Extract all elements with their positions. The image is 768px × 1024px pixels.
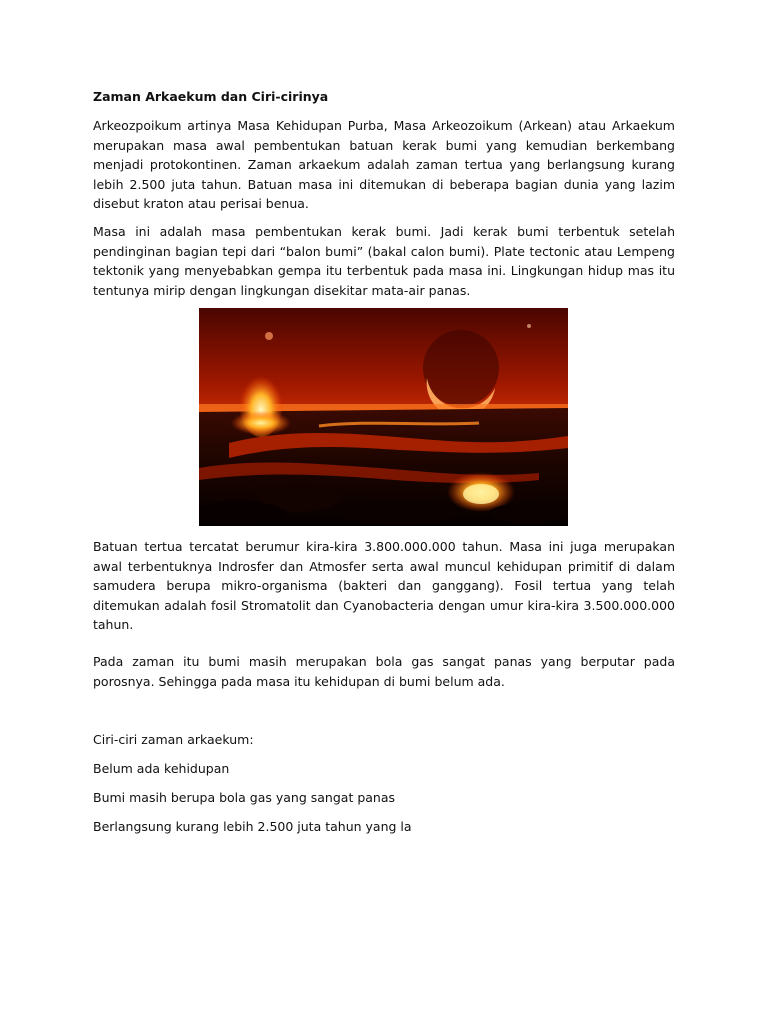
list-item: Berlangsung kurang lebih 2.500 juta tahun yang la <box>93 819 412 834</box>
paragraph-oldest-rocks: Batuan tertua tercatat berumur kira-kira 3.800.000.000 tahun. Masa ini juga merupakan awal terbentuknya Indrosfer dan Atmosfer serta awal muncul kehidupan primitif di dalam samudera berupa mikro-organisma (bakteri dan ganggang). Fosil tertua yang telah ditemukan adalah fosil Stromatolit dan Cyanobacteria dengan umur kira-kira 3.500.000.000 tahun. <box>93 539 675 632</box>
volcanic-landscape-image <box>199 308 568 526</box>
paragraph-intro: Arkeozpoikum artinya Masa Kehidupan Purba, Masa Arkeozoikum (Arkean) atau Arkaekum merupakan masa awal pembentukan batuan kerak bumi yang kemudian berkembang menjadi protokontinen. Zaman arkaekum adalah zaman tertua yang berlangsung kurang lebih 2.500 juta tahun. Batuan masa ini ditemukan di beberapa bagian dunia yang lazim disebut kraton atau perisai benua. <box>93 118 675 211</box>
list-heading: Ciri-ciri zaman arkaekum: <box>93 732 254 747</box>
list-item: Bumi masih berupa bola gas yang sangat panas <box>93 790 396 805</box>
list-item: Belum ada kehidupan <box>93 761 230 776</box>
document-title: Zaman Arkaekum dan Ciri-cirinya <box>93 89 329 104</box>
paragraph-hot-gas-ball: Pada zaman itu bumi masih merupakan bola gas sangat panas yang berputar pada porosnya. Sehingga pada masa itu kehidupan di bumi belum ada. <box>93 654 675 689</box>
paragraph-crust-formation: Masa ini adalah masa pembentukan kerak bumi. Jadi kerak bumi terbentuk setelah pendinginan bagian tepi dari “balon bumi” (bakal calon bumi). Plate tectonic atau Lempeng tektonik yang menyebabkan gempa itu terbentuk pada masa ini. Lingkungan hidup mas itu tentunya mirip dengan lingkungan disekitar mata-air panas. <box>93 224 675 298</box>
